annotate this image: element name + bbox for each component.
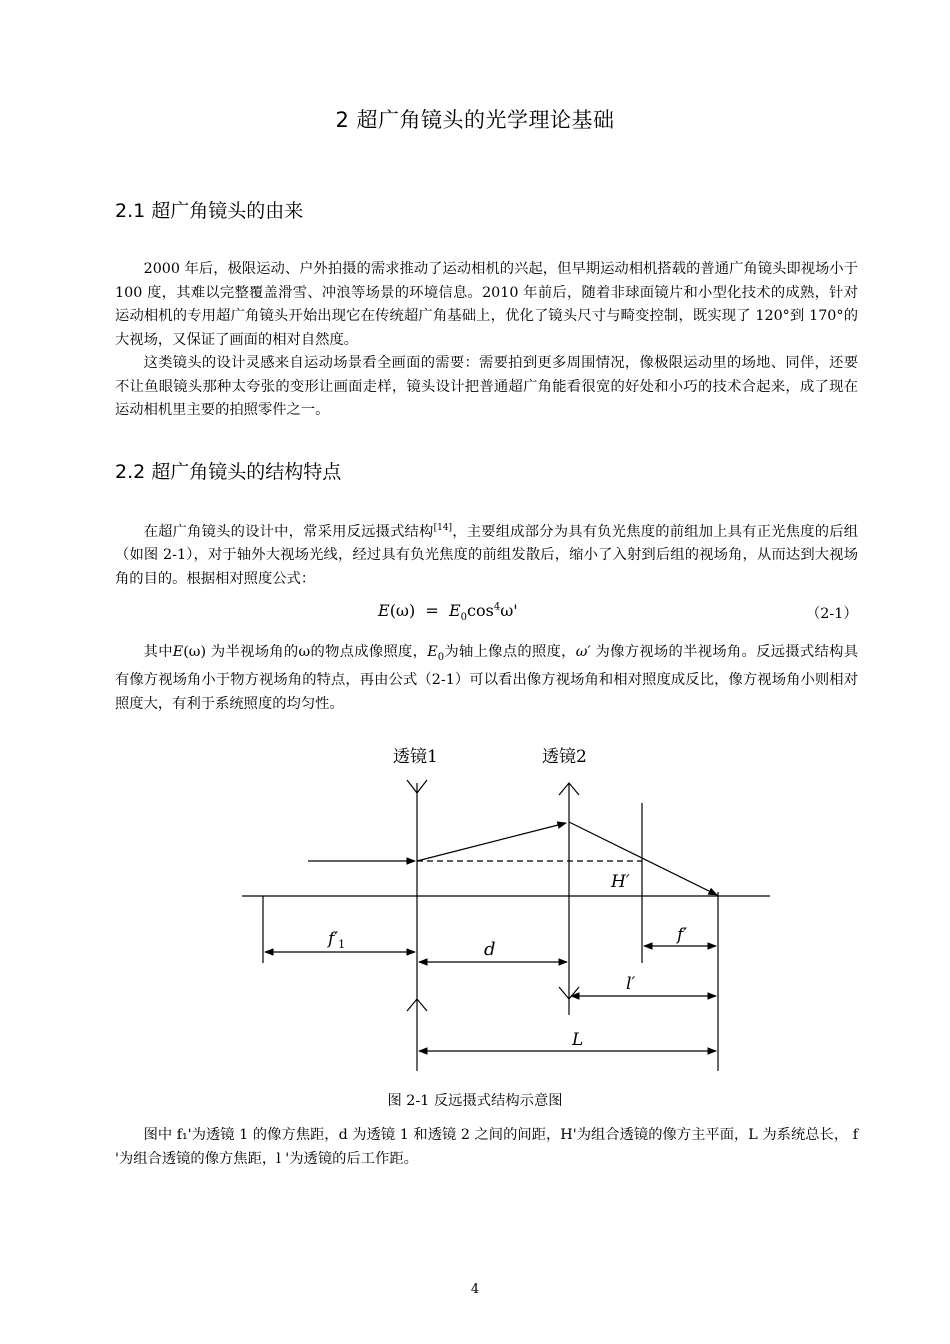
text: 为像方视场的半视场角。反远摄式结构具有像方视场角小于物方视场角的特点，再由公式（2-1）可以看出像方视场角和相对照度成反比，像方视场角小则相对照度大，有利于系统照度的均匀性。 (115, 644, 859, 712)
formula-cos: cos (467, 601, 494, 620)
formula-omega: ω' (500, 601, 518, 620)
lens2-label: 透镜2 (542, 747, 587, 767)
d-label: d (484, 939, 496, 960)
formula-eq: = (425, 601, 439, 620)
section-title-2-2: 2.2 超广角镜头的结构特点 (115, 461, 342, 483)
H-label: H′ (611, 872, 630, 892)
paragraph-origin-1: 2000 年后，极限运动、户外拍摄的需求推动了运动相机的兴起，但早期运动相机搭载的普通广角镜头即视场小于 100 度，其难以完整覆盖滑雪、冲浪等场景的环境信息。2010 年前后，随着非球面镜片和小型化技术的成熟，针对运动相机的专用超广角镜头开始出现它在传统超广角基础上，优化了镜头尺寸与畸变控制，既实现了 120°到 170°的大视场，又保证了画面的相对自然度。 (115, 261, 858, 348)
inline-e0-sub: 0 (437, 651, 445, 663)
text: 为轴上像点的照度， (444, 644, 576, 660)
lens1-label: 透镜1 (393, 747, 438, 767)
inline-arg: (ω) (183, 644, 207, 660)
figure-caption: 图 2-1 反远摄式结构示意图 (387, 1093, 563, 1109)
figure-retrofocus-diagram (230, 735, 775, 1085)
text: 为半视场角的ω的物点成像照度， (206, 644, 428, 660)
f1-label: $f'_1$ (328, 929, 346, 951)
formula-sup: 4 (493, 601, 501, 613)
converged-ray (569, 822, 717, 895)
citation-ref: [14] (433, 523, 453, 533)
text: ，主要组成部分为具有负光焦度的前组加上具有正光焦度的后组（如图 2-1），对于轴外大视场光线，经过具有负光焦度的前组发散后，缩小了入射到后组的视场角，从而达到大视场角的目的。根据相对照度公式： (115, 523, 858, 587)
section-title-2-1: 2.1 超广角镜头的由来 (115, 200, 304, 222)
paragraph-structure-1 (115, 517, 858, 591)
page-number: 4 (470, 1282, 480, 1297)
l-label: l′ (626, 974, 636, 994)
paragraph-figure-legend: 图中 f₁'为透镜 1 的像方焦距，d 为透镜 1 和透镜 2 之间的间距，H'为组合透镜的像方主平面，L 为系统总长， f '为组合透镜的像方焦距，l '为透镜的后工作距。 (115, 1127, 858, 1167)
inline-e: E (172, 644, 184, 660)
paragraph-origin-2: 这类镜头的设计灵感来自运动场景看全画面的需要：需要拍到更多周围情况，像极限运动里的场地、同伴，还要不让鱼眼镜头那种太夸张的变形让画面走样，镜头设计把普通超广角能看很宽的好处和小巧的技术合起来，成了现在运动相机里主要的拍照零件之一。 (115, 355, 858, 418)
paragraph-structure-2 (115, 641, 858, 716)
text: 在超广角镜头的设计中，常采用反远摄式结构 (143, 523, 434, 540)
text: 其中 (143, 644, 173, 660)
formula-rhs-e: E (448, 601, 461, 620)
formula-arg: (ω) (389, 601, 416, 620)
inline-e0: E (427, 644, 438, 660)
formula-lhs: E (378, 601, 390, 620)
f-label: f′ (677, 925, 688, 945)
formula-sub: 0 (460, 612, 468, 624)
formula-2-1 (378, 601, 518, 623)
diverged-ray (417, 823, 566, 861)
L-label: L (572, 1030, 584, 1050)
inline-omega: ω′ (575, 644, 591, 660)
chapter-title: 2 超广角镜头的光学理论基础 (335, 108, 615, 132)
formula-number: （2-1） (806, 606, 858, 622)
